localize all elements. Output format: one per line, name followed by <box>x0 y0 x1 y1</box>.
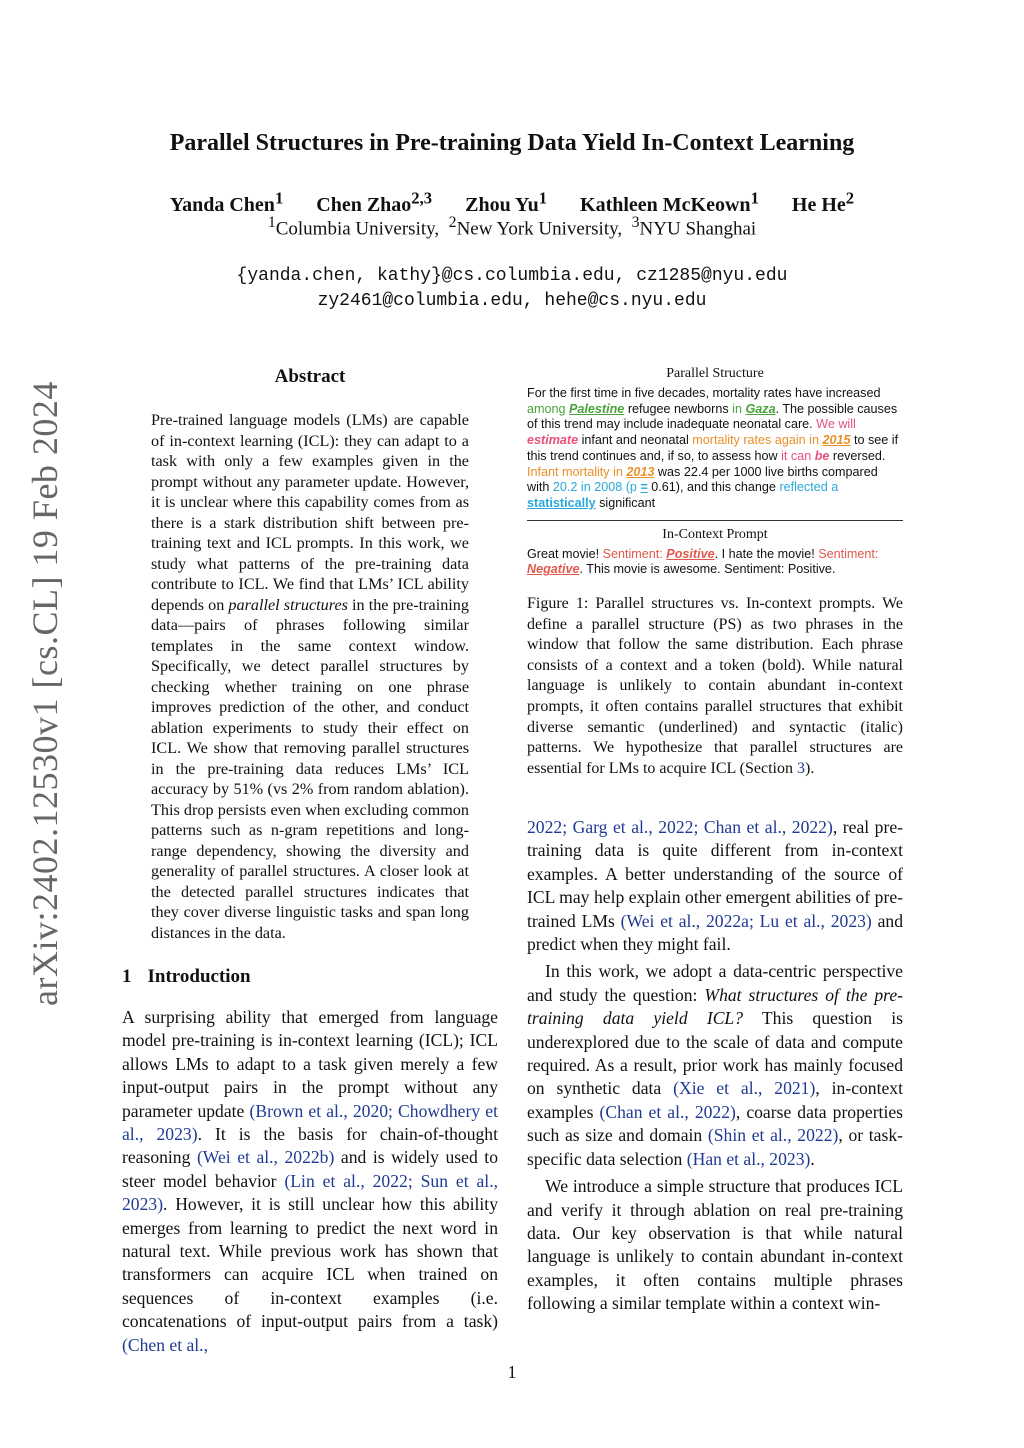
parallel-structure-example: For the first time in five decades, mortality rates have increased among Palestine refugee newborns in Gaza. The possible causes of this trend may include inadequate neonatal care. We will estimate infant and neonatal mortality rates again in 2015 to see if this trend continues and, if so, to assess how it can be reversed. Infant mortality in 2013 was 22.4 per 1000 live births compared with 20.2 in 2008 (p = 0.61), and this change reflected a statistically significant <box>527 386 899 510</box>
figure-1 <box>527 366 903 578</box>
email-line: zy2461@columbia.edu, hehe@cs.nyu.edu <box>317 291 707 311</box>
arxiv-identifier: arXiv:2402.12530v1 [cs.CL] 19 Feb 2024 <box>25 381 65 1006</box>
figure-label-parallel: Parallel Structure <box>666 366 764 381</box>
paragraph: 2022; Garg et al., 2022; Chan et al., 2022), real pre-training data is quite different from in-context examples. A better understanding of the source of ICL may help explain other emergent abilities of pre-trained LMs (Wei et al., 2022a; Lu et al., 2023) and predict when they might fail. <box>527 817 903 955</box>
citation-link[interactable]: (Xie et al., 2021) <box>673 1078 816 1099</box>
abstract-heading: Abstract <box>274 366 346 387</box>
paragraph: We introduce a simple structure that produces ICL and verify it through ablation on real pre-training data. Our key observation is that while natural language is unlikely to contain abundant in-context examples, it often contains multiple phrases following a similar template within a context win- <box>527 1176 903 1314</box>
author: Yanda Chen$^1$ <box>169 188 284 216</box>
paper-title: Parallel Structures in Pre-training Data Yield In-Context Learning <box>169 130 855 156</box>
author: Kathleen McKeown$^1$ <box>580 188 759 216</box>
citation-link[interactable]: (Han et al., 2023) <box>686 1148 811 1169</box>
section-link[interactable]: 3 <box>797 759 805 777</box>
figure-label-icl: In-Context Prompt <box>662 526 768 542</box>
intro-right-column <box>527 816 903 1316</box>
author: He He$^2$ <box>791 188 855 216</box>
citation-link[interactable]: (Wei et al., 2022b) <box>196 1147 335 1168</box>
affiliations: $^1$Columbia University, $^2$New York University, $^3$NYU Shanghai <box>267 214 757 240</box>
author-list <box>0 188 1024 217</box>
author: Zhou Yu$^1$ <box>465 188 548 216</box>
citation-link[interactable]: (Lin et al., 2022; Sun et al., 2023) <box>122 1170 498 1215</box>
paragraph: In this work, we adopt a data-centric perspective and study the question: What structures of the pre-training data yield ICL? This question is underexplored due to the scale of data and compute required. As a result, prior work has mainly focused on synthetic data (Xie et al., 2021), in-context examples (Chan et al., 2022), coarse data properties such as size and domain (Shin et al., 2022), or task-specific data selection (Han et al., 2023). <box>527 961 904 1169</box>
author-emails <box>0 264 1024 314</box>
section-heading: 1 Introduction <box>122 966 251 987</box>
figure-caption: Figure 1: Parallel structures vs. In-context prompts. We define a parallel structure (PS) as two phrases in the window that follow the same distribution. Each phrase consists of a context and a token (bold). While natural language is unlikely to contain abundant in-context prompts, it often contains parallel structures that exhibit diverse semantic (underlined) and syntactic (italic) patterns. We hypothesize that parallel structures are essential for LMs to acquire ICL (Section 3). <box>527 595 903 777</box>
citation-link[interactable]: 2022; Garg et al., 2022; Chan et al., 2022) <box>527 817 833 837</box>
figure-divider <box>527 520 903 521</box>
citation-link[interactable]: (Shin et al., 2022) <box>707 1125 839 1146</box>
citation-link[interactable]: (Wei et al., 2022a; Lu et al., 2023) <box>620 910 872 931</box>
citation-link[interactable]: (Chan et al., 2022) <box>599 1101 736 1122</box>
icl-prompt-example: Great movie! Sentiment: Positive. I hate the movie! Sentiment: Negative. This movie is awesome. Sentiment: Positive. <box>527 546 879 577</box>
citation-link[interactable]: (Brown et al., 2020; Chowdhery et al., 2023) <box>122 1100 498 1145</box>
intro-left-column: A surprising ability that emerged from language model pre-training is in-context learning (ICL); ICL allows LMs to adapt to a task given merely a few input-output pairs in the prompt without any parameter update (Brown et al., 2020; Chowdhery et al., 2023). It is the basis for chain-of-thought reasoning (Wei et al., 2022b) and is widely used to steer model behavior (Lin et al., 2022; Sun et al., 2023). However, it is still unclear how this ability emerges from learning to predict the next word in natural text. While previous work has shown that transformers can acquire ICL when trained on sequences of in-context examples (i.e. concatenations of input-output pairs from a task) (Chen et al., <box>122 1007 498 1355</box>
author: Chen Zhao$^{2,3}$ <box>316 188 433 216</box>
email-line: {yanda.chen, kathy}@cs.columbia.edu, cz1285@nyu.edu <box>236 266 788 286</box>
page-number: 1 <box>507 1362 517 1382</box>
citation-link[interactable]: (Chen et al., <box>122 1334 208 1355</box>
abstract-body: Pre-trained language models (LMs) are capable of in-context learning (ICL): they can adapt to a task with only a few examples given in the prompt without any parameter update. However, it is unclear where this capability comes from as there is a stark distribution shift between pre-training text and ICL prompts. In this work, we study what patterns of the pre-training data contribute to ICL. We find that LMs’ ICL ability depends on parallel structures in the pre-training data—pairs of phrases following similar templates in the same context window. Specifically, we detect parallel structures by checking whether training on one phrase improves prediction of the other, and conduct ablation experiments to study their effect on ICL. We show that removing parallel structures in the pre-training data reduces LMs’ ICL accuracy by 51% (vs 2% from random ablation). This drop persists even when excluding common patterns such as n-gram repetitions and long-range dependency, showing the diversity and generality of parallel structures. A closer look at the detected parallel structures indicates that they cover diverse linguistic tasks and span long distances in the data. <box>151 411 469 942</box>
